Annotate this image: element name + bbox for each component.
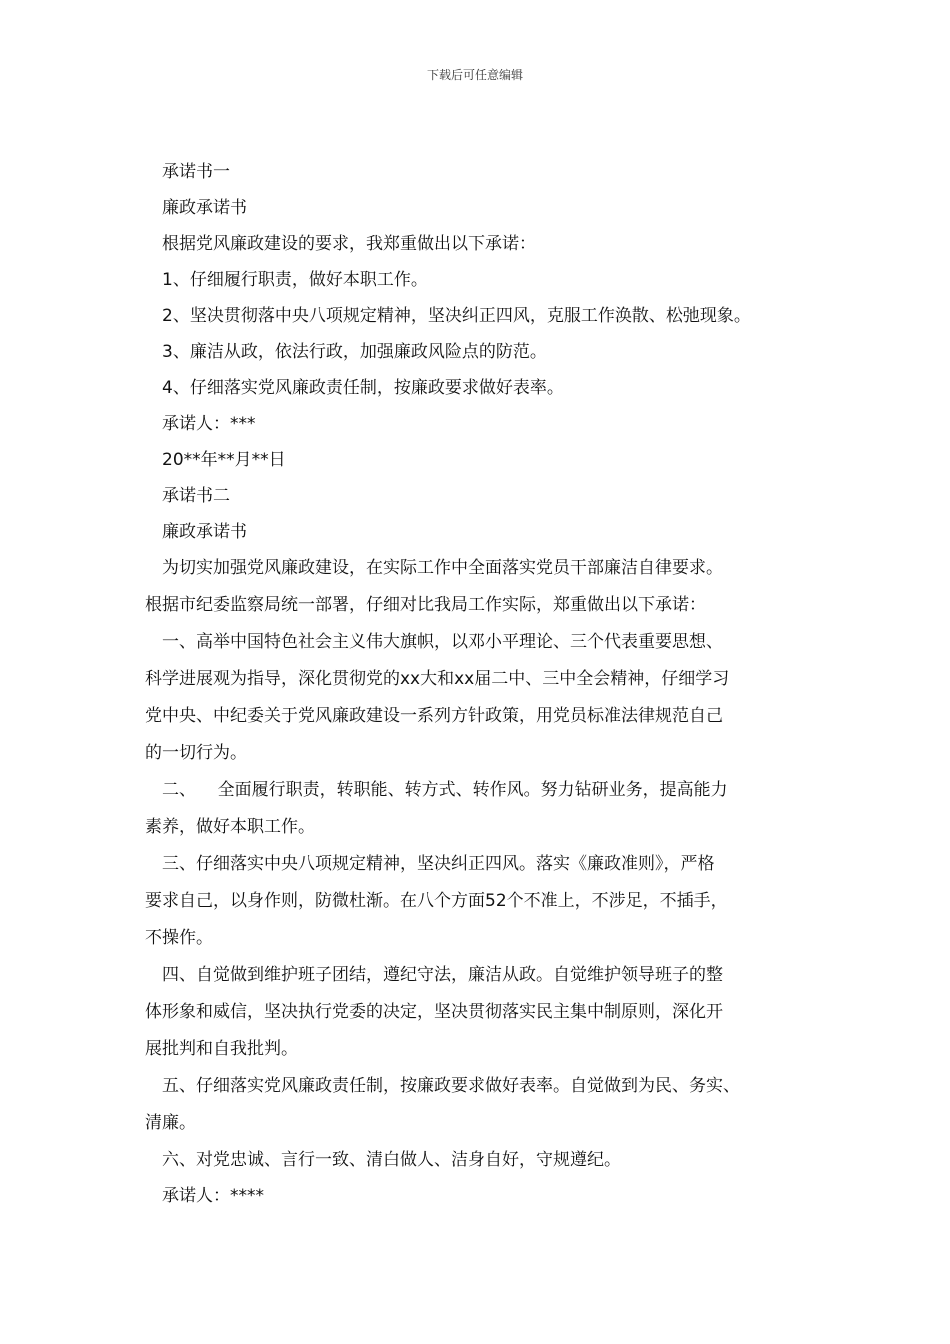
paragraph-one	[145, 624, 825, 772]
header-caption: 下载后可任意编辑	[426, 68, 523, 82]
text-line: 清廉。	[145, 1113, 196, 1133]
text-line: 根据市纪委监察局统一部署，仔细对比我局工作实际，郑重做出以下承诺：	[145, 595, 706, 615]
subheading-integrity-pledge-2: 廉政承诺书	[162, 522, 247, 542]
date-line: 20**年**月**日	[162, 450, 286, 470]
document-body	[145, 154, 825, 1214]
paragraph-six: 六、对党忠诚、言行一致、清白做人、洁身自好，守规遵纪。	[162, 1150, 621, 1170]
text-line: 五、仔细落实党风廉政责任制，按廉政要求做好表率。自觉做到为民、务实、	[162, 1076, 740, 1096]
text-line: 的一切行为。	[145, 743, 247, 763]
heading-pledge-one: 承诺书一	[162, 162, 230, 182]
paragraph-two	[145, 772, 825, 846]
paragraph-intro	[145, 550, 825, 624]
text-line: 体形象和威信，坚决执行党委的决定，坚决贯彻落实民主集中制原则，深化开	[145, 1002, 723, 1022]
pledge-item-2: 2、坚决贯彻落中央八项规定精神，坚决纠正四风，克服工作涣散、松弛现象。	[162, 306, 751, 326]
intro-line: 根据党风廉政建设的要求，我郑重做出以下承诺：	[162, 234, 536, 254]
subheading-integrity-pledge: 廉政承诺书	[162, 198, 247, 218]
page-header	[0, 66, 950, 83]
paragraph-five	[145, 1068, 825, 1142]
pledge-item-4: 4、仔细落实党风廉政责任制，按廉政要求做好表率。	[162, 378, 564, 398]
text-line: 要求自己，以身作则，防微杜渐。在八个方面52个不准上，不涉足，不插手，	[145, 891, 728, 911]
text-line: 一、高举中国特色社会主义伟大旗帜，以邓小平理论、三个代表重要思想、	[162, 632, 723, 652]
text-line: 二、 全面履行职责，转职能、转方式、转作风。努力钻研业务，提高能力	[162, 780, 728, 800]
text-line: 不操作。	[145, 928, 213, 948]
signatory-line: 承诺人：***	[162, 414, 256, 434]
pledge-item-1: 1、仔细履行职责，做好本职工作。	[162, 270, 428, 290]
signatory-line-2: 承诺人：****	[162, 1186, 264, 1206]
text-line: 展批判和自我批判。	[145, 1039, 298, 1059]
text-line: 三、仔细落实中央八项规定精神，坚决纠正四风。落实《廉政准则》，严格	[162, 854, 715, 874]
paragraph-three	[145, 846, 825, 957]
paragraph-four	[145, 957, 825, 1068]
pledge-item-3: 3、廉洁从政，依法行政，加强廉政风险点的防范。	[162, 342, 547, 362]
heading-pledge-two: 承诺书二	[162, 486, 230, 506]
text-line: 为切实加强党风廉政建设，在实际工作中全面落实党员干部廉洁自律要求。	[162, 558, 723, 578]
text-line: 四、自觉做到维护班子团结，遵纪守法，廉洁从政。自觉维护领导班子的整	[162, 965, 723, 985]
text-line: 素养，做好本职工作。	[145, 817, 315, 837]
text-line: 科学进展观为指导，深化贯彻党的xx大和xx届二中、三中全会精神，仔细学习	[145, 669, 730, 689]
text-line: 党中央、中纪委关于党风廉政建设一系列方针政策，用党员标准法律规范自己	[145, 706, 723, 726]
